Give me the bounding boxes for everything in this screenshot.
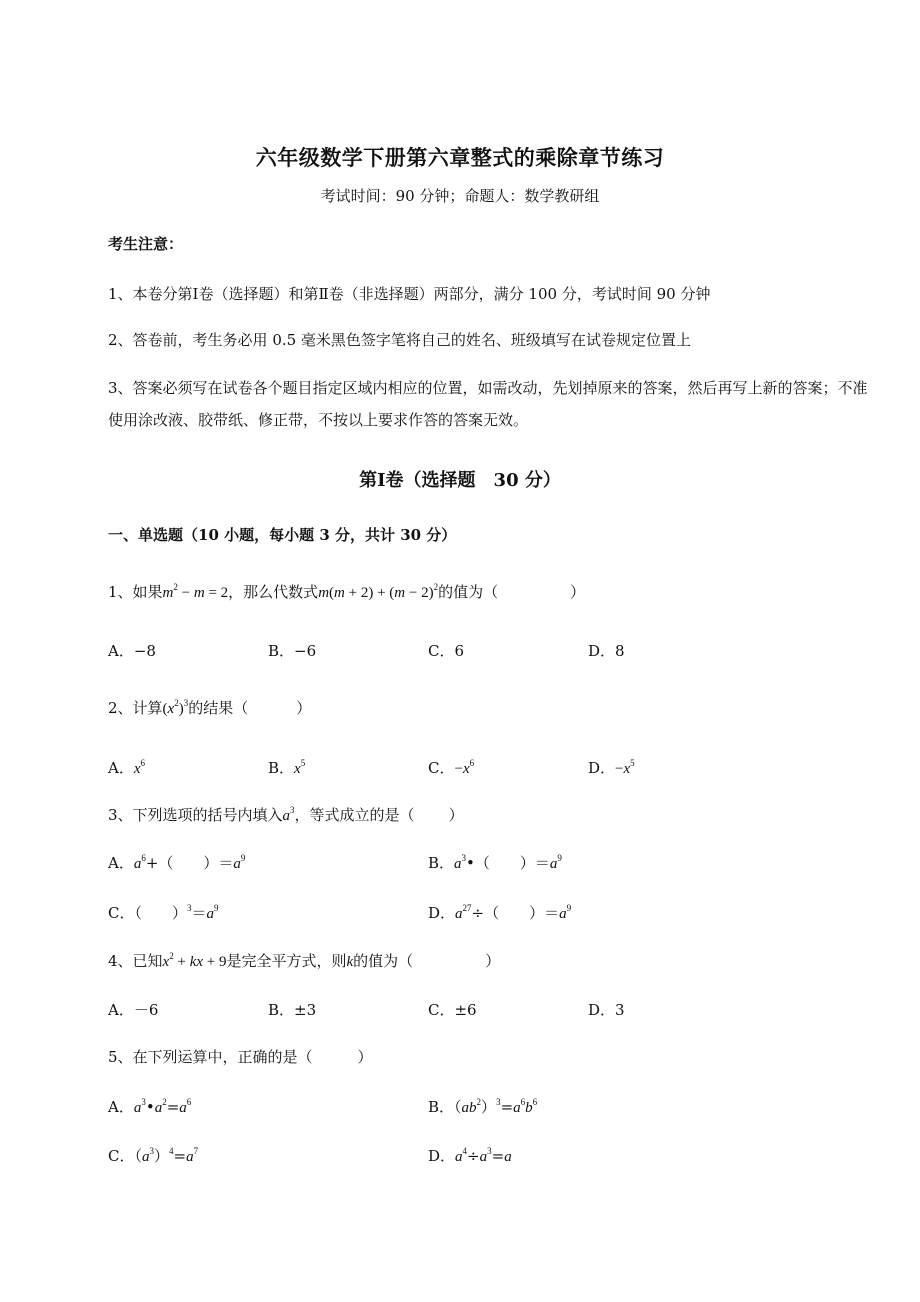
option-c[interactable]: C．（ ）$^3=a^9$: [108, 903, 219, 922]
option-d[interactable]: D．$a^4\div a^3=a$: [428, 1146, 512, 1165]
notice-item-2: 2、答卷前，考生务必用 0.5 毫米黑色签字笔将自己的姓名、班级填写在试卷规定位置上: [108, 331, 691, 349]
option-c[interactable]: C．$-x^6$: [428, 758, 475, 777]
question-1: 1、如果$m^2 - m = 2$，那么代数式$m(m + 2) + (m - 2)^2$的值为（ ）: [108, 582, 586, 601]
option-b[interactable]: B．$a^3•$（ ）$=a^9$: [428, 853, 562, 872]
question-5: 5、在下列运算中，正确的是（ ）: [108, 1048, 373, 1066]
option-a[interactable]: A．$x^6$: [108, 758, 146, 777]
page-title: 六年级数学下册第六章整式的乘除章节练习: [255, 145, 665, 170]
notice-item-1: 1、本卷分第Ⅰ卷（选择题）和第Ⅱ卷（非选择题）两部分，满分 100 分，考试时间 90 分钟: [108, 285, 711, 303]
option-b[interactable]: B．±3: [268, 1001, 317, 1019]
part-heading: 一、单选题（10 小题，每小题 3 分，共计 30 分）: [108, 526, 457, 544]
option-c[interactable]: C．±6: [428, 1001, 477, 1019]
notice-item-3: 3、答案必须写在试卷各个题目指定区域内相应的位置，如需改动，先划掉原来的答案，然后再写上新的答案；不准使用涂改液、胶带纸、修正带，不按以上要求作答的答案无效。: [108, 379, 868, 429]
notice-heading: 考生注意：: [108, 235, 184, 253]
formula: $x^2$ + kx + 9: [162, 951, 227, 970]
formula: $m(m + 2) + (m - 2)^2$: [318, 582, 439, 601]
formula: $m^2 - m = 2$: [162, 582, 229, 601]
question-4: 4、已知$x^2$ + kx + 9是完全平方式，则k的值为（ ）: [108, 951, 501, 970]
option-b[interactable]: B．$x^5$: [268, 758, 306, 777]
option-a[interactable]: A．$a^6+$（ ）$=a^9$: [108, 853, 246, 872]
option-a[interactable]: A．－6: [108, 1001, 159, 1019]
option-c[interactable]: C．$(a^3)^4=a^7$: [108, 1146, 199, 1165]
option-a[interactable]: A．−8: [108, 642, 156, 660]
option-d[interactable]: D．$-x^5$: [588, 758, 635, 777]
formula: $(x^2)^3$: [162, 698, 189, 717]
option-c[interactable]: C．6: [428, 642, 465, 660]
section-title: 第Ⅰ卷（选择题 30 分）: [359, 470, 561, 491]
option-d[interactable]: D．3: [588, 1001, 625, 1019]
exam-info: 考试时间：90 分钟；命题人：数学教研组: [320, 187, 600, 205]
option-a[interactable]: A．$a^3•a^2=a^6$: [108, 1097, 192, 1116]
question-3: 3、下列选项的括号内填入$a^3$，等式成立的是（ ）: [108, 805, 464, 824]
option-d[interactable]: D．$a^{27}\div$（ ）$=a^9$: [428, 903, 572, 922]
option-b[interactable]: B．$(ab^2)^3=a^6b^6$: [428, 1097, 538, 1116]
option-d[interactable]: D．8: [588, 642, 625, 660]
question-2: 2、计算$(x^2)^3$的结果（ ）: [108, 698, 312, 717]
option-b[interactable]: B．−6: [268, 642, 317, 660]
